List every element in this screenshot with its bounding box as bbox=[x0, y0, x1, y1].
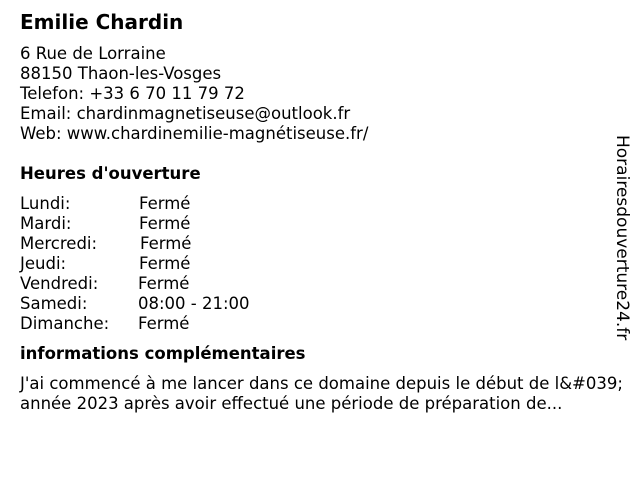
day-label: Mercredi: bbox=[20, 234, 98, 253]
email-line[interactable]: Email: chardinmagnetiseuse@outlook.fr bbox=[20, 104, 351, 123]
day-label: Jeudi: bbox=[20, 254, 67, 273]
day-label: Samedi: bbox=[20, 294, 88, 313]
site-watermark bbox=[608, 135, 636, 345]
hours-value: Fermé bbox=[140, 234, 192, 253]
info-heading: informations complémentaires bbox=[20, 344, 306, 363]
address-city: 88150 Thaon-les-Vosges bbox=[20, 64, 222, 83]
hours-heading: Heures d'ouverture bbox=[20, 164, 201, 183]
hours-value: 08:00 - 21:00 bbox=[138, 294, 250, 313]
business-name: Emilie Chardin bbox=[20, 10, 184, 34]
day-label: Vendredi: bbox=[20, 274, 99, 293]
hours-value: Fermé bbox=[138, 274, 190, 293]
hours-value: Fermé bbox=[139, 254, 191, 273]
watermark-text: Horairesdouverture24.fr bbox=[612, 135, 632, 341]
contact-block bbox=[20, 44, 368, 144]
phone-line[interactable]: Telefon: +33 6 70 11 79 72 bbox=[20, 84, 245, 103]
day-label: Lundi: bbox=[20, 194, 71, 213]
day-label: Mardi: bbox=[20, 214, 72, 233]
day-label: Dimanche: bbox=[20, 314, 110, 333]
hours-value: Fermé bbox=[139, 194, 191, 213]
website-line[interactable]: Web: www.chardinemilie-magnétiseuse.fr/ bbox=[20, 124, 369, 143]
hours-value: Fermé bbox=[139, 214, 191, 233]
address-street: 6 Rue de Lorraine bbox=[20, 44, 166, 63]
hours-value: Fermé bbox=[138, 314, 190, 333]
info-description: J'ai commencé à me lancer dans ce domaine depuis le début de l&#039;année 2023 après avoir effectué une période de préparation de... bbox=[20, 374, 623, 413]
